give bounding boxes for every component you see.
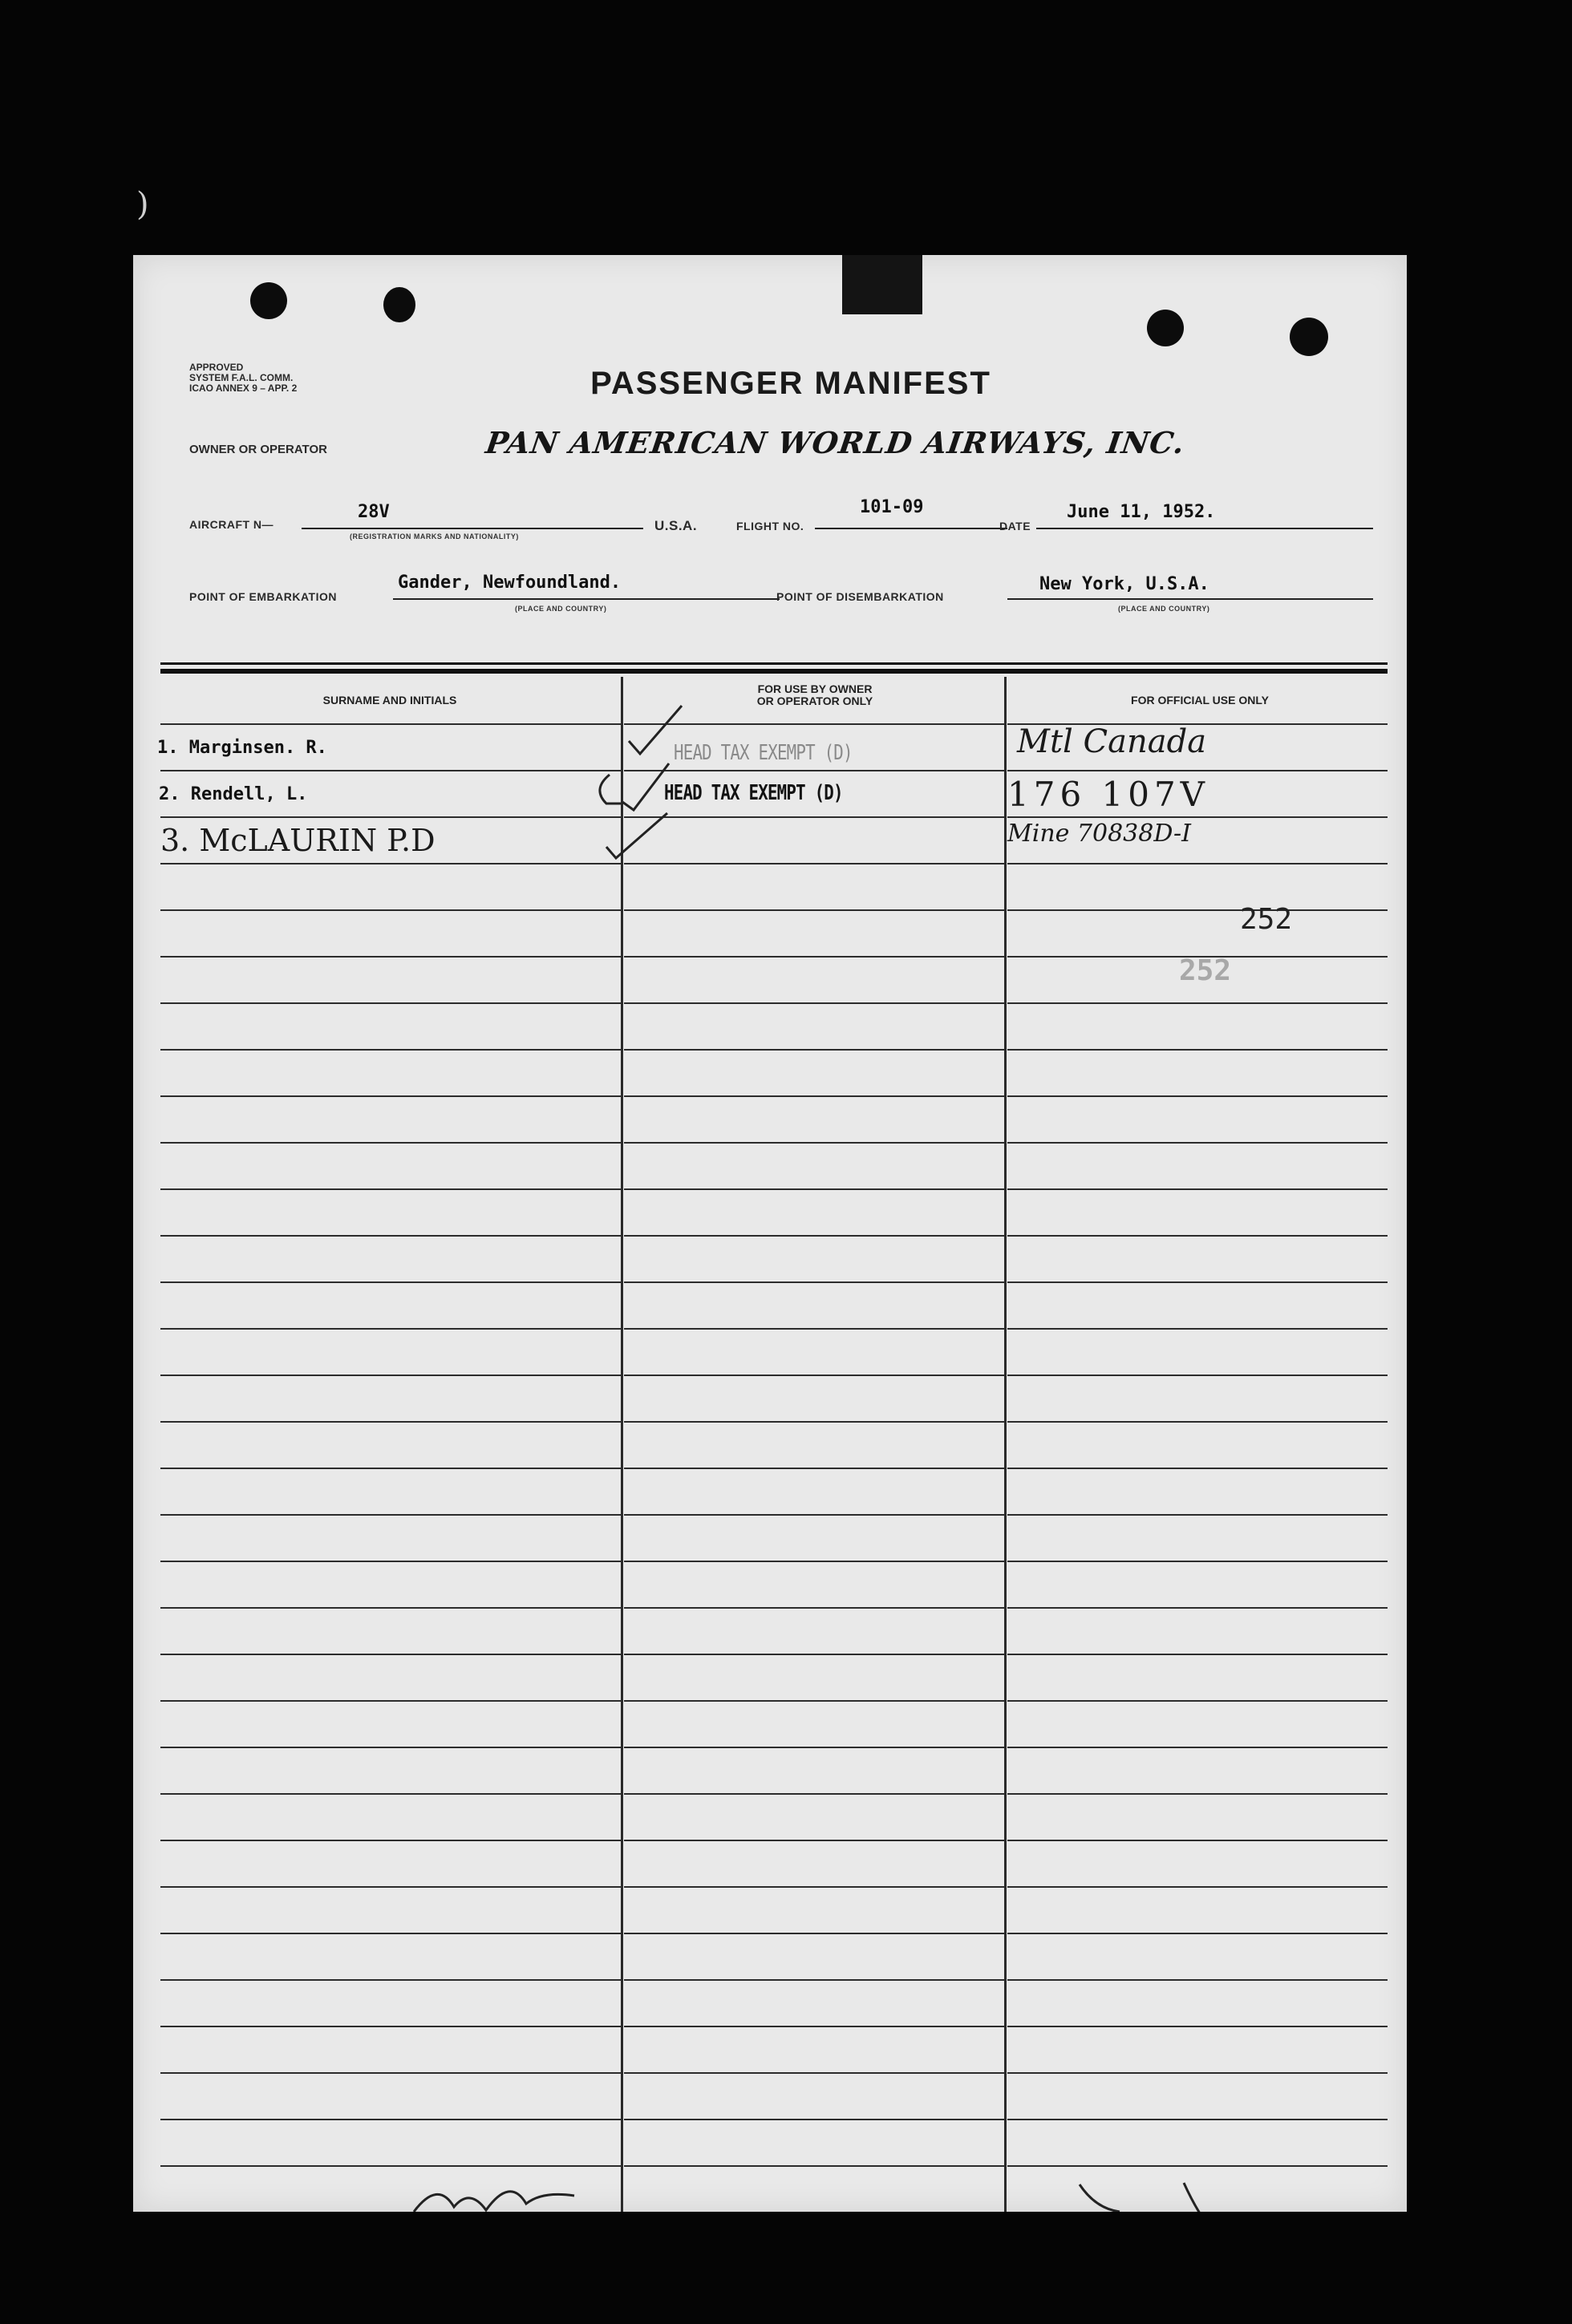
embark-label: POINT OF EMBARKATION xyxy=(189,590,337,603)
row-line xyxy=(1007,1375,1388,1376)
signature-scribble xyxy=(406,2172,582,2212)
scan-edge-mark: ) xyxy=(136,186,149,223)
row-line xyxy=(624,1886,1004,1888)
row-line xyxy=(160,1561,621,1562)
punch-hole xyxy=(383,287,415,322)
row-line xyxy=(160,1886,621,1888)
column-header-owner-line: FOR USE BY OWNER xyxy=(757,682,873,695)
column-header-official: FOR OFFICIAL USE ONLY xyxy=(1131,694,1269,707)
row-line xyxy=(1007,1840,1388,1841)
row-line xyxy=(160,1979,621,1981)
row-line xyxy=(624,1840,1004,1841)
row-line xyxy=(1007,2119,1388,2120)
column-divider xyxy=(621,677,623,2212)
row-line xyxy=(1007,1142,1388,1144)
date-value: June 11, 1952. xyxy=(1067,502,1216,522)
row-line xyxy=(624,1328,1004,1330)
row-line xyxy=(624,1654,1004,1655)
row-line xyxy=(1007,1328,1388,1330)
row-line xyxy=(624,1514,1004,1516)
row-line xyxy=(160,1468,621,1469)
row-line xyxy=(160,1049,621,1051)
row-line xyxy=(1007,1747,1388,1748)
row-line xyxy=(160,1933,621,1934)
row-line xyxy=(1007,1235,1388,1237)
check-mark-icon xyxy=(602,805,674,861)
row-line xyxy=(624,909,1004,911)
row-line xyxy=(1007,1188,1388,1190)
disembark-rule xyxy=(1007,598,1373,600)
owner-label: OWNER OR OPERATOR xyxy=(189,443,327,456)
manifest-sheet xyxy=(133,255,1407,2212)
row-line xyxy=(160,1375,621,1376)
row-line xyxy=(624,1375,1004,1376)
passenger-name: 2. Rendell, L. xyxy=(159,784,308,804)
row-line xyxy=(624,1142,1004,1144)
page-title: PASSENGER MANIFEST xyxy=(590,366,991,401)
row-line xyxy=(160,2119,621,2120)
row-line xyxy=(160,956,621,958)
row-line xyxy=(160,816,621,818)
embark-caption: (PLACE AND COUNTRY) xyxy=(515,605,607,613)
approval-line: APPROVED xyxy=(189,362,244,373)
row-line xyxy=(1007,1886,1388,1888)
row-line xyxy=(160,1793,621,1795)
approval-block xyxy=(189,362,297,394)
row-line xyxy=(624,1607,1004,1609)
row-line xyxy=(160,1281,621,1283)
column-header-surname: SURNAME AND INITIALS xyxy=(322,694,457,707)
signature-scribble xyxy=(1072,2176,1232,2212)
row-line xyxy=(1007,1049,1388,1051)
usa-label: U.S.A. xyxy=(654,518,698,533)
row-line xyxy=(624,1747,1004,1748)
row-line xyxy=(160,723,621,725)
row-line xyxy=(1007,816,1388,818)
official-number-faint: 252 xyxy=(1179,954,1232,987)
row-line xyxy=(160,1747,621,1748)
row-line xyxy=(1007,1421,1388,1423)
row-line xyxy=(624,1979,1004,1981)
row-line xyxy=(1007,1468,1388,1469)
row-line xyxy=(1007,1514,1388,1516)
row-line xyxy=(160,2026,621,2027)
date-rule xyxy=(1036,528,1373,529)
row-line xyxy=(160,1607,621,1609)
disembark-label: POINT OF DISEMBARKATION xyxy=(776,590,944,603)
row-line xyxy=(1007,909,1388,911)
row-line xyxy=(160,863,621,864)
row-line xyxy=(160,1142,621,1144)
approval-line: ICAO ANNEX 9 – APP. 2 xyxy=(189,383,298,394)
disembark-caption: (PLACE AND COUNTRY) xyxy=(1118,605,1210,613)
aircraft-reg: 28V xyxy=(358,502,390,522)
row-line xyxy=(624,1561,1004,1562)
row-line xyxy=(624,1421,1004,1423)
row-line xyxy=(624,2026,1004,2027)
row-line xyxy=(1007,2026,1388,2027)
passenger-name: 1. Marginsen. R. xyxy=(157,738,327,758)
row-line xyxy=(160,770,621,771)
flight-rule xyxy=(815,528,1007,529)
row-line xyxy=(624,2119,1004,2120)
punch-hole xyxy=(1290,318,1328,356)
row-line xyxy=(624,1468,1004,1469)
row-line xyxy=(1007,1002,1388,1004)
aircraft-rule xyxy=(302,528,643,529)
reg-caption: (REGISTRATION MARKS AND NATIONALITY) xyxy=(350,532,519,541)
punch-hole xyxy=(250,282,287,319)
header-rule-top xyxy=(160,662,1388,665)
operator-name: PAN AMERICAN WORLD AIRWAYS, INC. xyxy=(483,425,1188,460)
row-line xyxy=(160,909,621,911)
row-line xyxy=(1007,1654,1388,1655)
row-line xyxy=(1007,1979,1388,1981)
row-line xyxy=(1007,1281,1388,1283)
flight-number: 101-09 xyxy=(860,497,924,517)
row-line xyxy=(160,1328,621,1330)
row-line xyxy=(1007,1561,1388,1562)
row-line xyxy=(624,1281,1004,1283)
row-line xyxy=(624,1095,1004,1097)
official-number: 252 xyxy=(1240,903,1293,936)
column-divider xyxy=(1004,677,1007,2212)
punch-hole xyxy=(1147,310,1184,346)
row-line xyxy=(160,1421,621,1423)
row-line xyxy=(624,1793,1004,1795)
official-note: Mine 70838D-I xyxy=(1007,820,1191,848)
row-line xyxy=(160,1235,621,1237)
row-line xyxy=(624,1002,1004,1004)
row-line xyxy=(160,1700,621,1702)
official-note: 176 107V xyxy=(1007,775,1210,814)
row-line xyxy=(1007,1700,1388,1702)
row-line xyxy=(624,2165,1004,2167)
tab-cutout xyxy=(842,255,922,314)
row-line xyxy=(624,770,1004,771)
row-line xyxy=(160,1188,621,1190)
row-line xyxy=(624,956,1004,958)
official-note: Mtl Canada xyxy=(1017,723,1207,760)
row-line xyxy=(1007,1095,1388,1097)
row-line xyxy=(160,1840,621,1841)
row-line xyxy=(1007,1933,1388,1934)
row-line xyxy=(624,1700,1004,1702)
row-line xyxy=(624,1188,1004,1190)
row-line xyxy=(160,1514,621,1516)
row-line xyxy=(624,863,1004,864)
header-rule-bottom xyxy=(160,669,1388,674)
row-line xyxy=(624,1049,1004,1051)
flight-label: FLIGHT NO. xyxy=(736,520,804,532)
passenger-name-handwritten: 3. McLAURIN P.D xyxy=(160,823,436,858)
row-line xyxy=(624,816,1004,818)
row-line xyxy=(160,2165,621,2167)
row-line xyxy=(1007,2072,1388,2074)
owner-note-stamp: HEAD TAX EXEMPT (D) xyxy=(674,741,853,765)
row-line xyxy=(624,1235,1004,1237)
approval-line: SYSTEM F.A.L. COMM. xyxy=(189,372,294,383)
row-line xyxy=(624,1933,1004,1934)
row-line xyxy=(1007,770,1388,771)
row-line xyxy=(1007,1793,1388,1795)
row-line xyxy=(160,1095,621,1097)
owner-note-stamp: HEAD TAX EXEMPT (D) xyxy=(664,781,843,805)
row-line xyxy=(160,1654,621,1655)
embark-value: Gander, Newfoundland. xyxy=(398,573,622,593)
row-line xyxy=(1007,1607,1388,1609)
row-line xyxy=(160,2072,621,2074)
row-line xyxy=(160,1002,621,1004)
date-label: DATE xyxy=(999,520,1031,532)
aircraft-label: AIRCRAFT N— xyxy=(189,518,274,531)
column-header-owner-line: OR OPERATOR ONLY xyxy=(756,694,873,707)
row-line xyxy=(1007,2165,1388,2167)
embark-rule xyxy=(393,598,780,600)
row-line xyxy=(1007,863,1388,864)
row-line xyxy=(624,2072,1004,2074)
disembark-value: New York, U.S.A. xyxy=(1039,574,1209,594)
check-mark-icon xyxy=(624,701,688,765)
